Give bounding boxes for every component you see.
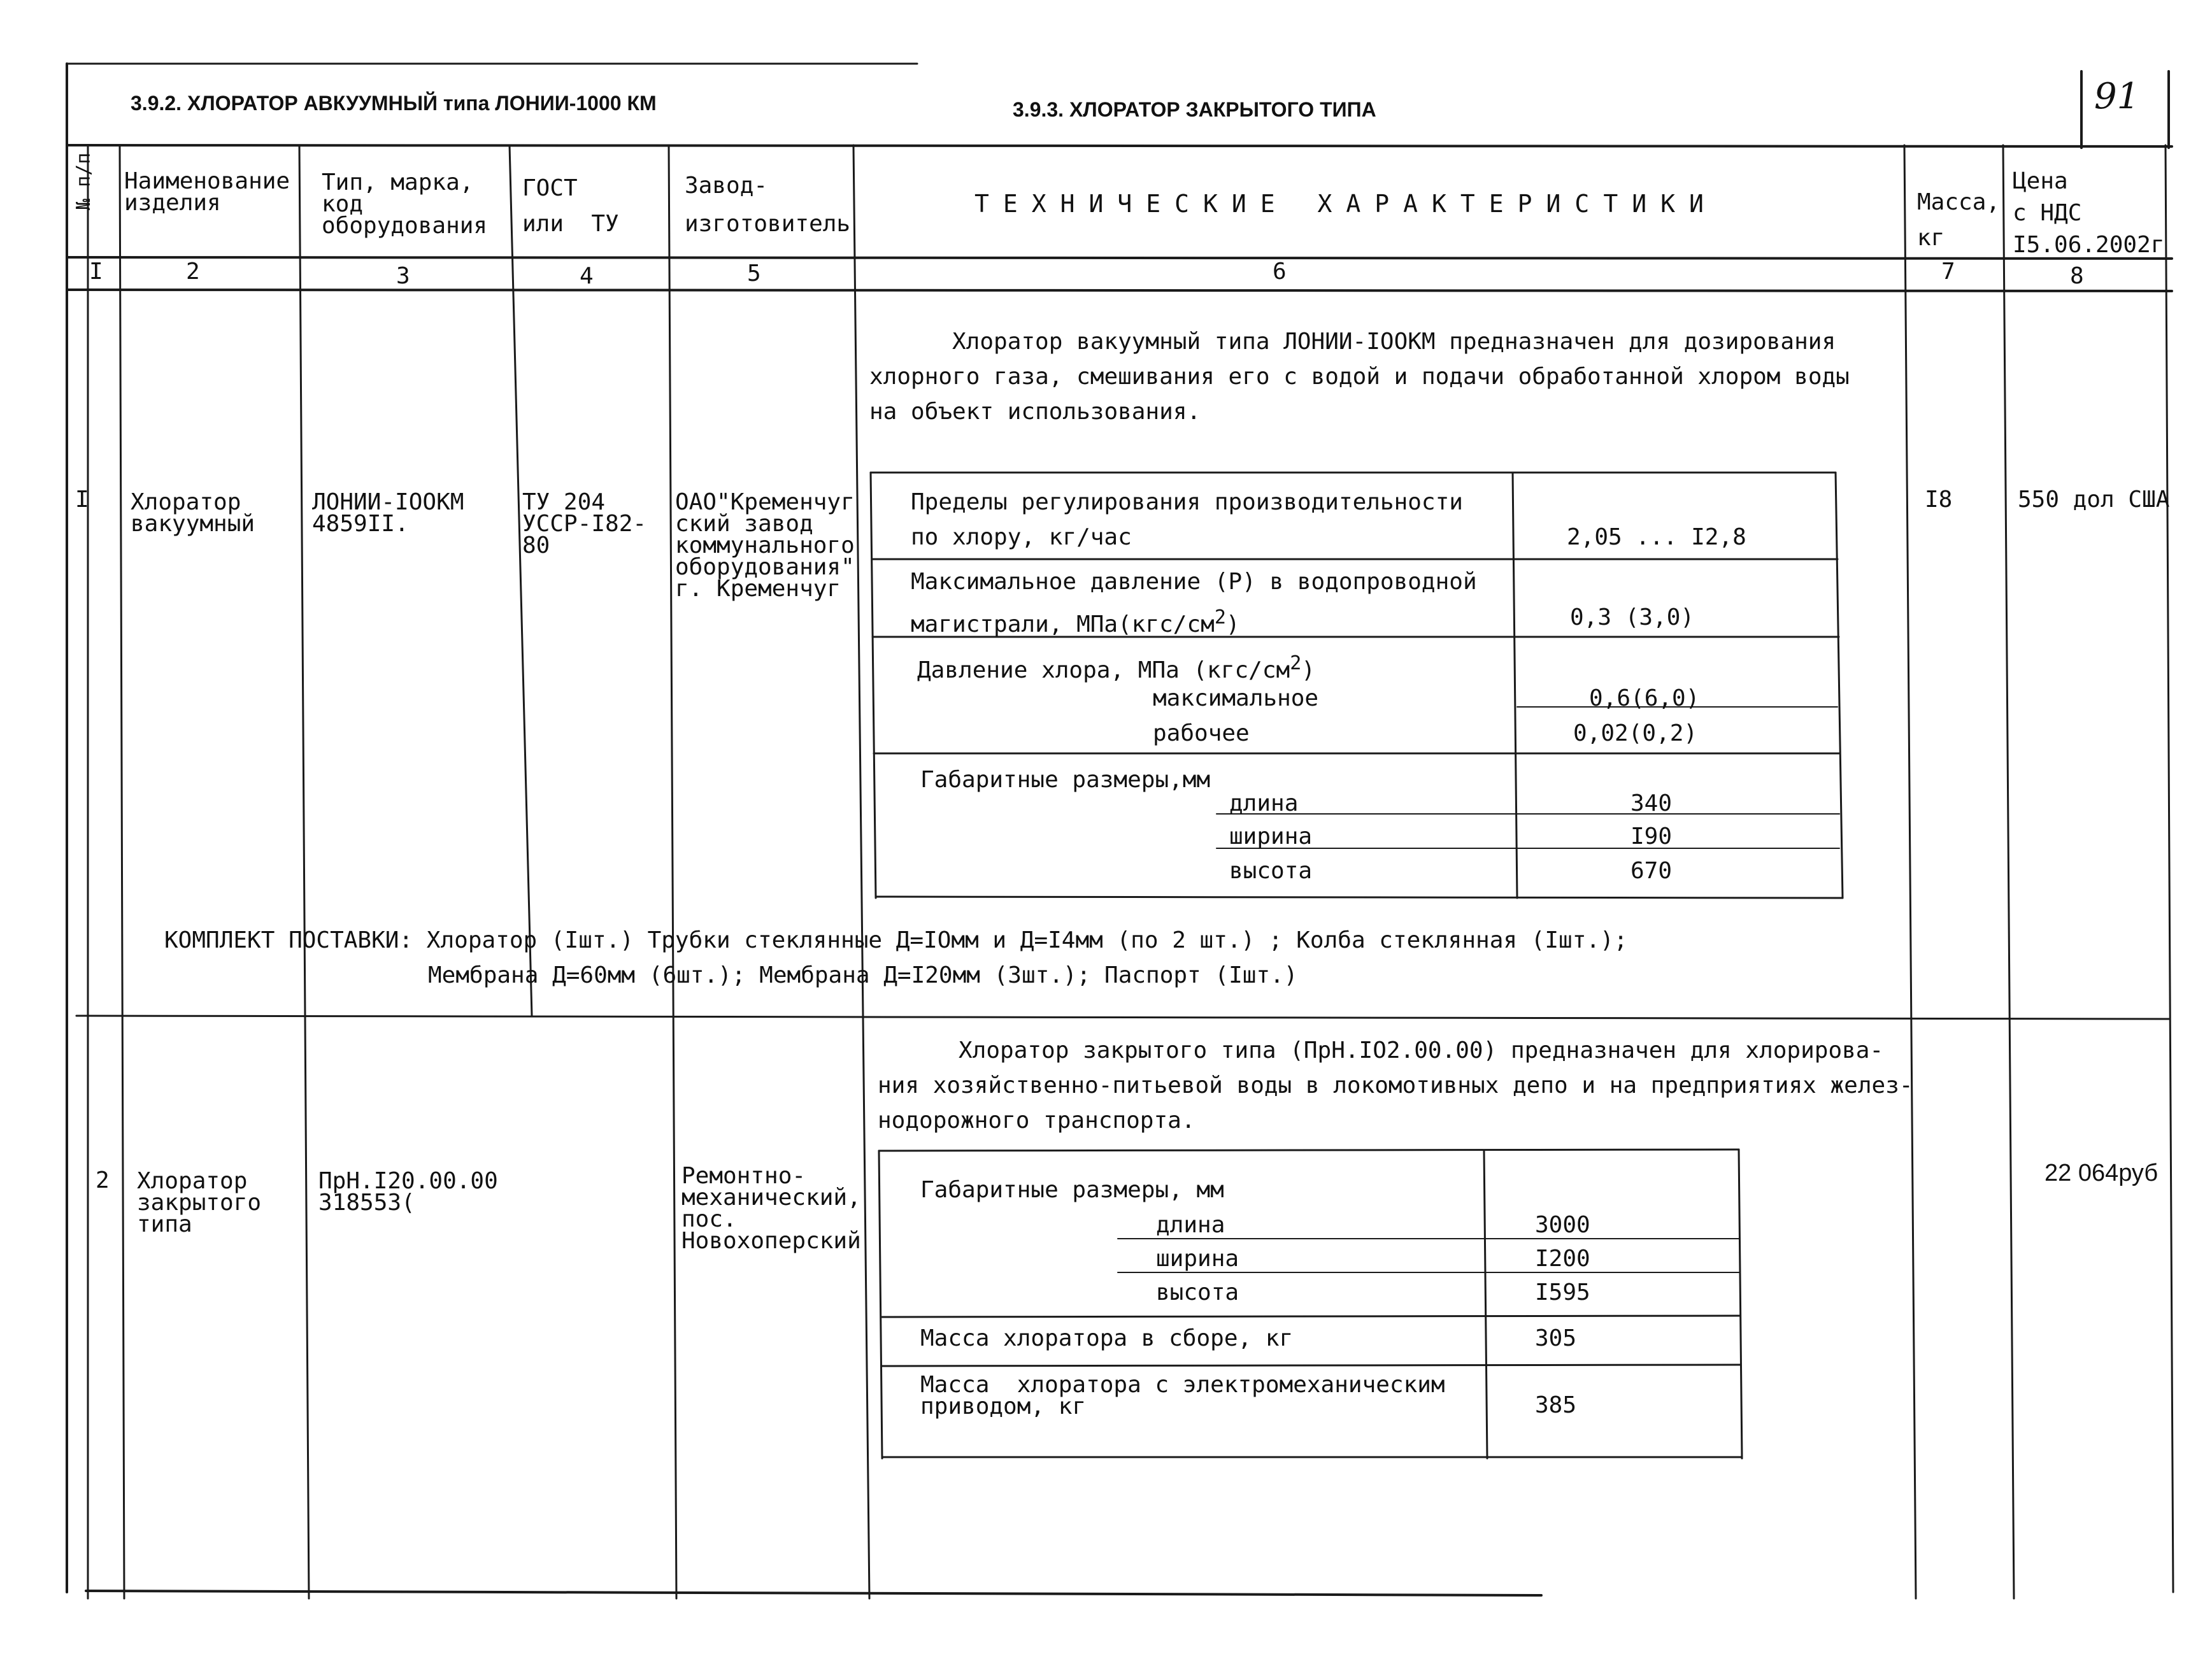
section-title-right: 3.9.3. ХЛОРАТОР ЗАКРЫТОГО ТИПА (1013, 98, 1376, 121)
spec-work-label: рабочее (1153, 720, 1250, 746)
row-1-description-line-1: Хлоратор вакуумный типа ЛОНИИ-IOOКМ предназначен для дозирования (952, 329, 1836, 355)
column-number-1: I (89, 259, 103, 285)
column-number-7: 7 (1941, 259, 1955, 285)
superscript-2: 2 (1290, 652, 1302, 674)
kit-line-2: Мембрана Д=60мм (6шт.); Мембрана Д=I20мм (3шт.); Паспорт (Iшт.) (428, 962, 1298, 988)
column-number-2: 2 (186, 259, 200, 285)
section-title-left: 3.9.2. ХЛОРАТОР АВКУУМНЫЙ типа ЛОНИИ-1000 КМ (131, 92, 657, 115)
row-2-price: 22 064руб (2044, 1160, 2158, 1186)
spec-chlorine-pressure-label-text: Давление хлора, МПа (кгс/см (917, 657, 1290, 683)
row-1-mass: I8 (1925, 487, 1953, 513)
spec-length-label: длина (1229, 790, 1299, 816)
spec-pipe-pressure-label-2-text: магистрали, МПа(кгс/см (911, 611, 1215, 637)
kit-line-1: КОМПЛЕКТ ПОСТАВКИ: Хлоратор (Iшт.) Трубки стеклянные Д=IOмм и Д=I4мм (по 2 шт.) ; Колба стеклянная (Iшт.); (164, 927, 1628, 953)
column-header-type: Тип, марка, код оборудования (322, 169, 488, 239)
spec2-drive-mass-label: Масса хлоратора с электромеханическим приводом, кг (920, 1372, 1445, 1420)
spec2-width-label: ширина (1156, 1246, 1239, 1272)
row-1-description-line-2: хлорного газа, смешивания его с водой и подачи обработанной хлором воды (869, 364, 1850, 390)
row-2-description-line-2: ния хозяйственно-питьевой воды в локомотивных депо и на предприятиях желез- (878, 1072, 1913, 1099)
superscript-2: 2 (1214, 606, 1226, 629)
spec2-height-label: высота (1156, 1279, 1239, 1306)
row-2-description-line-3: нодорожного транспорта. (878, 1107, 1195, 1134)
spec2-dimensions-label: Габаритные размеры, мм (920, 1177, 1224, 1203)
page-number: 91 (2094, 76, 2140, 117)
row-2-maker: Ремонтно- механический, пос. Новохоперский (681, 1163, 861, 1254)
spec2-length-label: длина (1156, 1212, 1225, 1238)
spec-capacity-label-2: по хлору, кг/час (911, 524, 1132, 550)
spec-work-value: 0,02(0,2) (1573, 720, 1698, 746)
column-header-gost: ГОСТ или ТУ (522, 175, 619, 237)
spec-length-value: 340 (1630, 790, 1673, 816)
column-header-num: № п/п (73, 152, 95, 210)
row-1-maker: ОАО"Кременчуг ский завод коммунального оборудования" г. Кременчуг (675, 489, 855, 602)
spec-chlorine-pressure-label (917, 650, 1315, 685)
spec-capacity-value: 2,05 ... I2,8 (1567, 524, 1746, 550)
column-number-4: 4 (580, 263, 594, 289)
spec-width-label: ширина (1229, 823, 1313, 850)
column-number-6: 6 (1273, 259, 1287, 285)
column-header-mass: Масса, кг (1917, 189, 2001, 251)
spec2-height-value: I595 (1535, 1279, 1590, 1306)
row-1-price: 550 дол США (2018, 487, 2170, 513)
column-header-name: Наименование изделия (124, 168, 290, 216)
spec-chlorine-pressure-label-end: ) (1301, 657, 1315, 683)
column-number-8: 8 (2070, 263, 2084, 289)
spec2-assembled-mass-label: Масса хлоратора в сборе, кг (920, 1325, 1294, 1351)
spec-dimensions-label: Габаритные размеры,мм (920, 767, 1211, 793)
spec-height-value: 670 (1630, 858, 1673, 884)
row-1-num: I (75, 487, 89, 513)
row-2-num: 2 (96, 1167, 110, 1193)
spec-capacity-label: Пределы регулирования производительности (911, 489, 1463, 515)
row-1-description-line-3: на объект использования. (869, 399, 1201, 425)
spec2-assembled-mass-value: 305 (1535, 1325, 1577, 1351)
spec2-length-value: 3000 (1535, 1212, 1590, 1238)
spec-max-label: максимальное (1153, 685, 1319, 711)
spec-pipe-pressure-label-2-end: ) (1225, 611, 1240, 637)
column-number-5: 5 (747, 260, 761, 287)
spec-width-value: I90 (1630, 823, 1673, 850)
spec2-drive-mass-value: 385 (1535, 1392, 1577, 1418)
row-2-name: Хлоратор закрытого типа (137, 1168, 262, 1237)
row-1-type: ЛОНИИ-IOOКМ 4859II. (312, 489, 464, 537)
column-header-price: Цена с НДС I5.06.2002г (2013, 168, 2165, 258)
row-1-name: Хлоратор вакуумный (131, 489, 255, 537)
column-header-tech: ТЕХНИЧЕСКИЕ ХАРАКТЕРИСТИКИ (974, 190, 1718, 218)
row-2-type: ПрН.I20.00.00 318553( (318, 1168, 498, 1216)
spec-pipe-pressure-label: Максимальное давление (Р) в водопроводной (911, 569, 1477, 595)
row-2-description-line-1: Хлоратор закрытого типа (ПрН.IO2.00.00) предназначен для хлорирова- (959, 1037, 1884, 1064)
column-header-maker: Завод- изготовитель (685, 173, 851, 237)
spec-height-label: высота (1229, 858, 1313, 884)
spec-pipe-pressure-value: 0,3 (3,0) (1570, 604, 1695, 630)
spec2-width-value: I200 (1535, 1246, 1590, 1272)
spec-max-value: 0,6(6,0) (1589, 685, 1700, 711)
column-number-3: 3 (396, 263, 410, 289)
row-1-gost: ТУ 204 УССР-I82- 80 (522, 489, 647, 559)
spec-pipe-pressure-label-2 (911, 604, 1240, 639)
